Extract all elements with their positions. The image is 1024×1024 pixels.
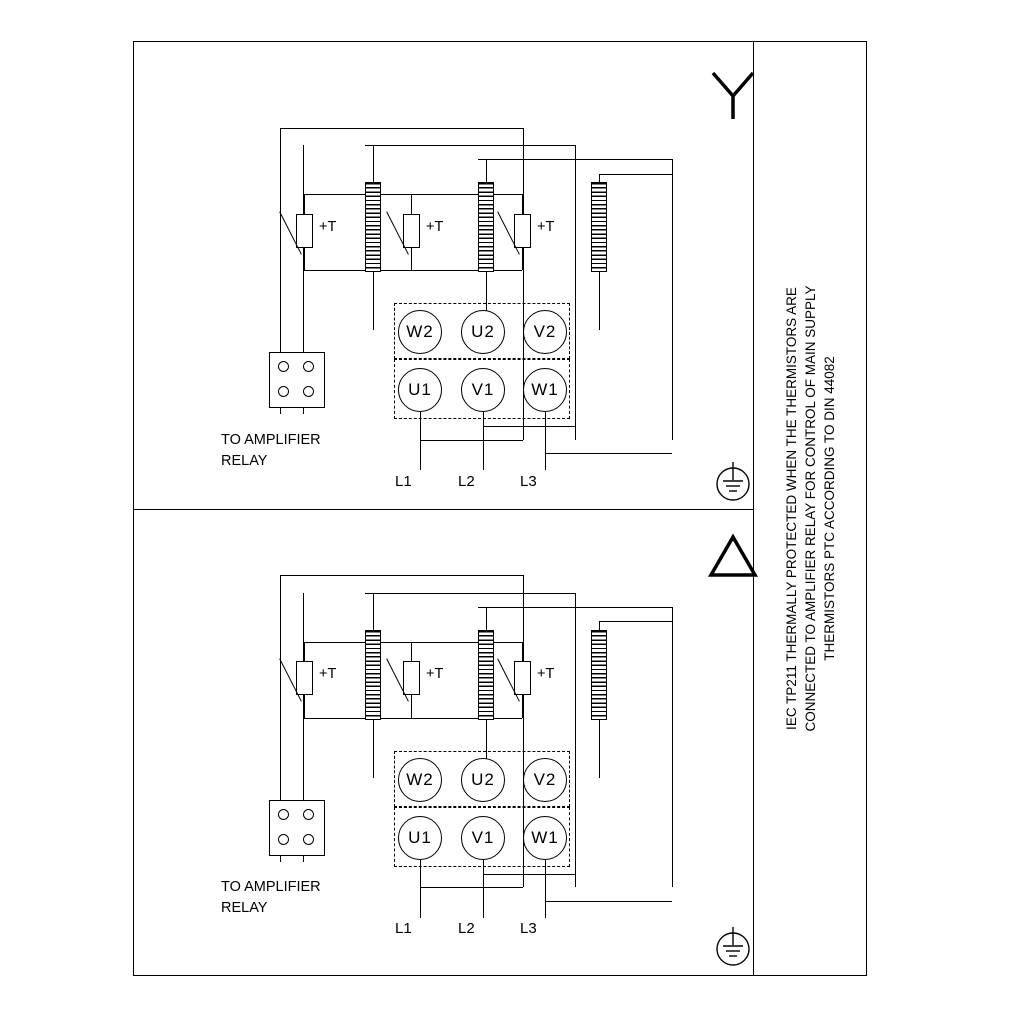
wire	[280, 128, 281, 358]
wire	[420, 860, 421, 918]
wire	[483, 412, 484, 470]
wire	[373, 272, 374, 330]
winding-coil-1	[365, 182, 381, 272]
wire	[411, 718, 522, 719]
wire	[545, 412, 546, 470]
terminal-u2: U2	[461, 310, 505, 354]
terminal-w1: W1	[523, 368, 567, 412]
wire	[545, 860, 546, 918]
wire	[304, 642, 412, 643]
winding-coil-3	[591, 630, 607, 720]
star-wye-symbol	[703, 63, 763, 123]
wire	[411, 695, 412, 718]
note-column	[753, 41, 867, 976]
connector-terminal	[303, 809, 314, 820]
thermistor-3	[514, 214, 531, 248]
note-line-2: CONNECTED TO AMPLIFIER RELAY FOR CONTROL OF MAIN SUPPLY	[802, 285, 818, 732]
thermistor-label-1: +T	[319, 666, 337, 682]
thermistor-label-3: +T	[537, 219, 555, 235]
panel-star	[133, 41, 754, 509]
terminal-u1: U1	[398, 816, 442, 860]
connector-label-line1: TO AMPLIFIER	[221, 432, 321, 448]
wire	[483, 426, 575, 427]
wire	[420, 887, 523, 888]
connector-terminal	[278, 361, 289, 372]
connector-terminal	[303, 361, 314, 372]
terminal-w2: W2	[398, 758, 442, 802]
wire	[411, 642, 412, 662]
winding-coil-1	[365, 630, 381, 720]
note-line-3: THERMISTORS PTC ACCORDING TO DIN 44082	[821, 356, 837, 661]
terminal-v1: V1	[461, 368, 505, 412]
wire	[411, 642, 522, 643]
terminal-u1: U1	[398, 368, 442, 412]
wire	[672, 607, 673, 887]
connector-terminal	[278, 834, 289, 845]
wire	[373, 593, 374, 631]
wire	[672, 159, 673, 440]
thermistor-1	[296, 661, 313, 695]
wire	[599, 174, 672, 175]
wire	[304, 270, 412, 271]
connector-terminal	[278, 386, 289, 397]
wire	[522, 642, 523, 662]
wire	[483, 860, 484, 918]
terminal-v1: V1	[461, 816, 505, 860]
wire	[373, 145, 374, 183]
phase-label-l1: L1	[395, 920, 412, 937]
amplifier-relay-connector	[269, 352, 325, 408]
thermistor-label-3: +T	[537, 666, 555, 682]
connector-terminal	[303, 386, 314, 397]
wire	[304, 718, 412, 719]
thermistor-2	[403, 214, 420, 248]
phase-label-l2: L2	[458, 473, 475, 490]
connector-label-line2: RELAY	[221, 900, 268, 916]
phase-label-l3: L3	[520, 473, 537, 490]
winding-coil-3	[591, 182, 607, 272]
wire	[486, 607, 487, 631]
wire	[599, 272, 600, 330]
panel-delta	[133, 509, 754, 977]
wire	[522, 194, 523, 215]
wire	[365, 593, 575, 594]
note-line-1: IEC TP211 THERMALLY PROTECTED WHEN THE THERMISTORS ARE	[783, 287, 799, 730]
earth-ground-symbol	[705, 921, 761, 977]
connector-label-line1: TO AMPLIFIER	[221, 879, 321, 895]
phase-label-l1: L1	[395, 473, 412, 490]
terminal-w1: W1	[523, 816, 567, 860]
wire	[280, 128, 523, 129]
wire	[304, 248, 305, 270]
connector-terminal	[303, 834, 314, 845]
thermistor-label-1: +T	[319, 219, 337, 235]
wire	[304, 194, 412, 195]
terminal-v2: V2	[523, 310, 567, 354]
wire	[599, 621, 672, 622]
wire	[304, 642, 305, 662]
thermistor-3	[514, 661, 531, 695]
thermistor-2	[403, 661, 420, 695]
connector-terminal	[278, 809, 289, 820]
terminal-v2: V2	[523, 758, 567, 802]
wire	[411, 270, 522, 271]
wire	[373, 720, 374, 778]
connector-label-line2: RELAY	[221, 453, 268, 469]
wire	[522, 695, 523, 718]
wire	[420, 440, 523, 441]
phase-label-l3: L3	[520, 920, 537, 937]
thermistor-label-2: +T	[426, 219, 444, 235]
wire	[280, 575, 281, 805]
wire	[545, 901, 672, 902]
winding-coil-2	[478, 630, 494, 720]
thermistor-1	[296, 214, 313, 248]
wire	[420, 412, 421, 470]
wire	[575, 145, 576, 440]
wire	[599, 720, 600, 778]
wire	[365, 145, 575, 146]
wire	[304, 194, 305, 215]
wire	[411, 194, 522, 195]
wire	[411, 248, 412, 270]
wire	[545, 453, 672, 454]
earth-ground-symbol	[705, 456, 761, 512]
phase-label-l2: L2	[458, 920, 475, 937]
wire	[304, 695, 305, 718]
winding-coil-2	[478, 182, 494, 272]
wire	[575, 593, 576, 887]
wire	[280, 575, 523, 576]
delta-triangle-symbol	[703, 529, 763, 585]
amplifier-relay-connector	[269, 800, 325, 856]
wire	[483, 874, 575, 875]
wire	[486, 159, 487, 183]
wire	[411, 194, 412, 215]
terminal-w2: W2	[398, 310, 442, 354]
thermistor-label-2: +T	[426, 666, 444, 682]
wire	[522, 248, 523, 270]
terminal-u2: U2	[461, 758, 505, 802]
